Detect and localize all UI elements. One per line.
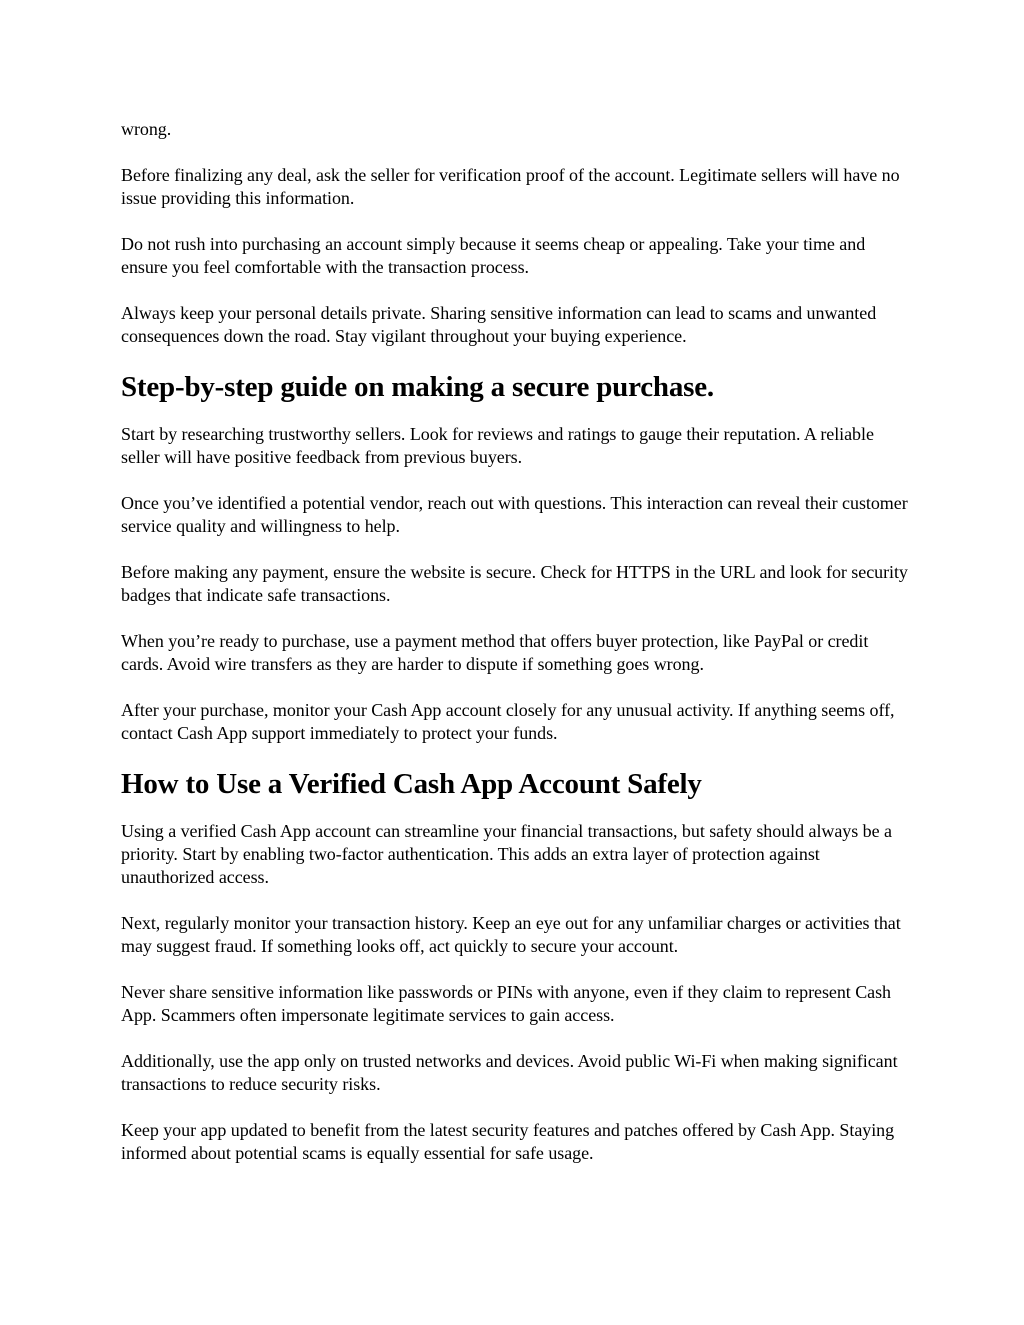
paragraph-research-sellers: Start by researching trustworthy sellers. Look for reviews and ratings to gauge their reputation. A reliable seller will have positive feedback from previous buyers.	[121, 424, 874, 467]
paragraph-trusted-networks: Additionally, use the app only on trusted networks and devices. Avoid public Wi-Fi when making significant transactions to reduce security risks.	[121, 1051, 898, 1094]
paragraph-verification-proof: Before finalizing any deal, ask the seller for verification proof of the account. Legitimate sellers will have no issue providing this information.	[121, 165, 900, 208]
paragraph-transaction-history: Next, regularly monitor your transaction history. Keep an eye out for any unfamiliar charges or activities that may suggest fraud. If something looks off, act quickly to secure your account.	[121, 913, 901, 956]
paragraph-do-not-rush: Do not rush into purchasing an account simply because it seems cheap or appealing. Take your time and ensure you feel comfortable with the transaction process.	[121, 234, 866, 277]
paragraph-keep-private: Always keep your personal details private. Sharing sensitive information can lead to scams and unwanted consequences down the road. Stay vigilant throughout your buying experience.	[121, 303, 877, 346]
paragraph-keep-updated: Keep your app updated to benefit from the latest security features and patches offered by Cash App. Staying informed about potential scams is equally essential for safe usage.	[121, 1120, 895, 1163]
paragraph-monitor-account: After your purchase, monitor your Cash App account closely for any unusual activity. If anything seems off, contact Cash App support immediately to protect your funds.	[121, 700, 895, 743]
paragraph-reach-out: Once you’ve identified a potential vendor, reach out with questions. This interaction can reveal their customer service quality and willingness to help.	[121, 493, 908, 536]
paragraph-never-share: Never share sensitive information like passwords or PINs with anyone, even if they claim to represent Cash App. Scammers often impersonate legitimate services to gain access.	[121, 982, 892, 1025]
paragraph-two-factor: Using a verified Cash App account can streamline your financial transactions, but safety should always be a priority. Start by enabling two-factor authentication. This adds an extra layer of protection against unauthorized access.	[121, 821, 892, 887]
heading-use-account-safely: How to Use a Verified Cash App Account Safely	[121, 768, 702, 800]
paragraph-secure-website: Before making any payment, ensure the website is secure. Check for HTTPS in the URL and look for security badges that indicate safe transactions.	[121, 562, 908, 605]
paragraph-payment-method: When you’re ready to purchase, use a payment method that offers buyer protection, like PayPal or credit cards. Avoid wire transfers as they are harder to dispute if something goes wrong.	[121, 631, 869, 674]
document-page	[121, 118, 911, 1165]
paragraph-continuation: wrong.	[121, 119, 172, 139]
heading-step-by-step-guide: Step-by-step guide on making a secure purchase.	[121, 371, 714, 403]
